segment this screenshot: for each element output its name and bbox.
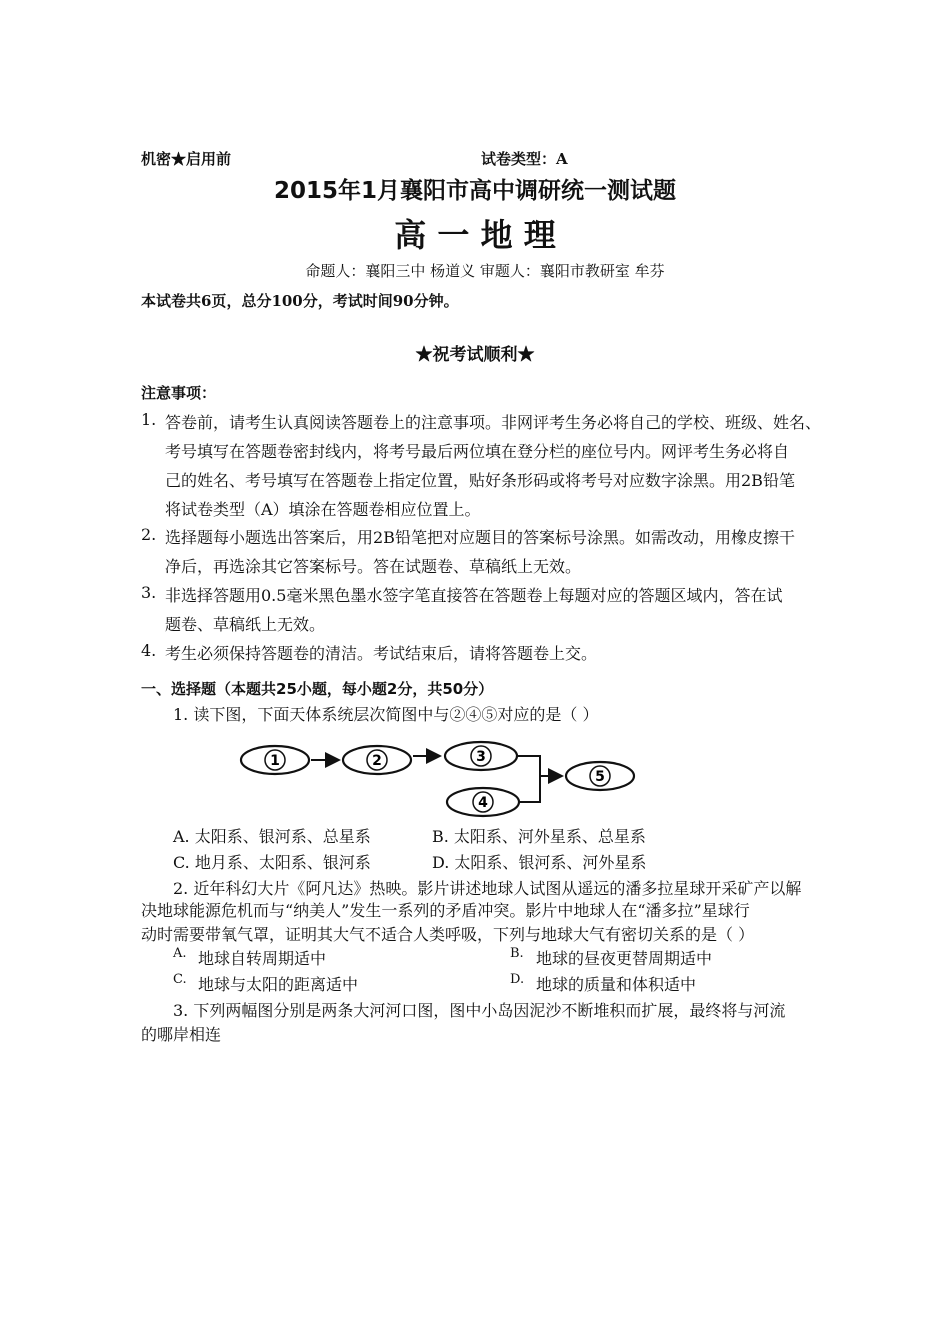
q1-option-d: D. 太阳系、银河系、河外星系 xyxy=(432,853,647,872)
q3-line: 的哪岸相连 xyxy=(141,1025,222,1044)
svg-text:1: 1 xyxy=(270,753,280,769)
note-line: 非选择答题用0.5毫米黑色墨水签字笔直接答在答题卷上每题对应的答题区域内，答在试 xyxy=(165,586,783,605)
q2-option-b: 地球的昼夜更替周期适中 xyxy=(536,949,713,968)
diagram-node-1 xyxy=(241,746,309,774)
notes-heading: 注意事项： xyxy=(141,384,217,402)
authors-line: 命题人：襄阳三中 杨道义 审题人：襄阳市教研室 牟芬 xyxy=(305,262,665,280)
q2-option-a: 地球自转周期适中 xyxy=(198,949,327,968)
note-line: 答卷前，请考生认真阅读答题卷上的注意事项。非网评考生务必将自己的学校、班级、姓名、 xyxy=(165,413,822,432)
svg-text:2: 2 xyxy=(372,753,382,769)
q2-option-d: 地球的质量和体积适中 xyxy=(536,975,697,994)
note-line: 净后，再选涂其它答案标号。答在试题卷、草稿纸上无效。 xyxy=(165,557,582,576)
note-number: 3. xyxy=(141,583,157,602)
confidential-label: 机密★启用前 xyxy=(141,150,232,168)
exam-info: 本试卷共6页，总分100分，考试时间90分钟。 xyxy=(141,292,459,310)
page-title: 2015年1月襄阳市高中调研统一测试题 xyxy=(273,178,677,204)
svg-text:4: 4 xyxy=(478,795,488,811)
celestial-hierarchy-diagram xyxy=(236,734,656,826)
note-line: 己的姓名、考号填写在答题卷上指定位置，贴好条形码或将考号对应数字涂黑。用2B铅笔 xyxy=(165,471,795,490)
svg-text:5: 5 xyxy=(595,769,605,785)
q1-option-b: B. 太阳系、河外星系、总星系 xyxy=(432,827,646,846)
q2-option-d-label: D. xyxy=(510,972,525,987)
q2-option-c-label: C. xyxy=(173,972,187,987)
diagram-node-3 xyxy=(445,742,517,770)
q2-line: 决地球能源危机而与“纳美人”发生一系列的矛盾冲突。影片中地球人在“潘多拉”星球行 xyxy=(141,901,750,920)
q1-option-a: A. 太阳系、银河系、总星系 xyxy=(173,827,371,846)
blessing-line: ★祝考试顺利★ xyxy=(415,345,535,365)
diagram-node-5 xyxy=(566,762,634,790)
note-line: 考生必须保持答题卷的清洁。考试结束后，请将答题卷上交。 xyxy=(165,644,598,663)
diagram-bracket xyxy=(518,756,540,802)
note-line: 题卷、草稿纸上无效。 xyxy=(165,615,326,634)
note-line: 选择题每小题选出答案后，用2B铅笔把对应题目的答案标号涂黑。如需改动，用橡皮擦干 xyxy=(165,528,795,547)
paper-type-label: 试卷类型：A xyxy=(481,150,568,168)
q1-stem: 1. 读下图，下面天体系统层次简图中与②④⑤对应的是（ ） xyxy=(173,705,599,724)
q1-option-c: C. 地月系、太阳系、银河系 xyxy=(173,853,371,872)
q2-option-b-label: B. xyxy=(510,946,524,961)
q2-line: 2. 近年科幻大片《阿凡达》热映。影片讲述地球人试图从遥远的潘多拉星球开采矿产以解 xyxy=(173,879,802,898)
note-number: 1. xyxy=(141,410,157,429)
svg-text:3: 3 xyxy=(476,749,486,765)
q2-line: 动时需要带氧气罩，证明其大气不适合人类呼吸，下列与地球大气有密切关系的是（ ） xyxy=(141,925,755,944)
diagram-node-2 xyxy=(343,746,411,774)
note-line: 将试卷类型（A）填涂在答题卷相应位置上。 xyxy=(165,500,481,519)
note-number: 4. xyxy=(141,641,157,660)
subject-title: 高 一 地 理 xyxy=(394,216,556,254)
section-heading: 一、选择题（本题共25小题，每小题2分，共50分） xyxy=(141,680,494,698)
note-line: 考号填写在答题卷密封线内，将考号最后两位填在登分栏的座位号内。网评考生务必将自 xyxy=(165,442,790,461)
q3-line: 3. 下列两幅图分别是两条大河河口图，图中小岛因泥沙不断堆积而扩展，最终将与河流 xyxy=(173,1001,786,1020)
diagram-node-4 xyxy=(447,788,519,816)
note-number: 2. xyxy=(141,525,157,544)
q2-option-c: 地球与太阳的距离适中 xyxy=(198,975,359,994)
q2-option-a-label: A. xyxy=(173,946,187,961)
